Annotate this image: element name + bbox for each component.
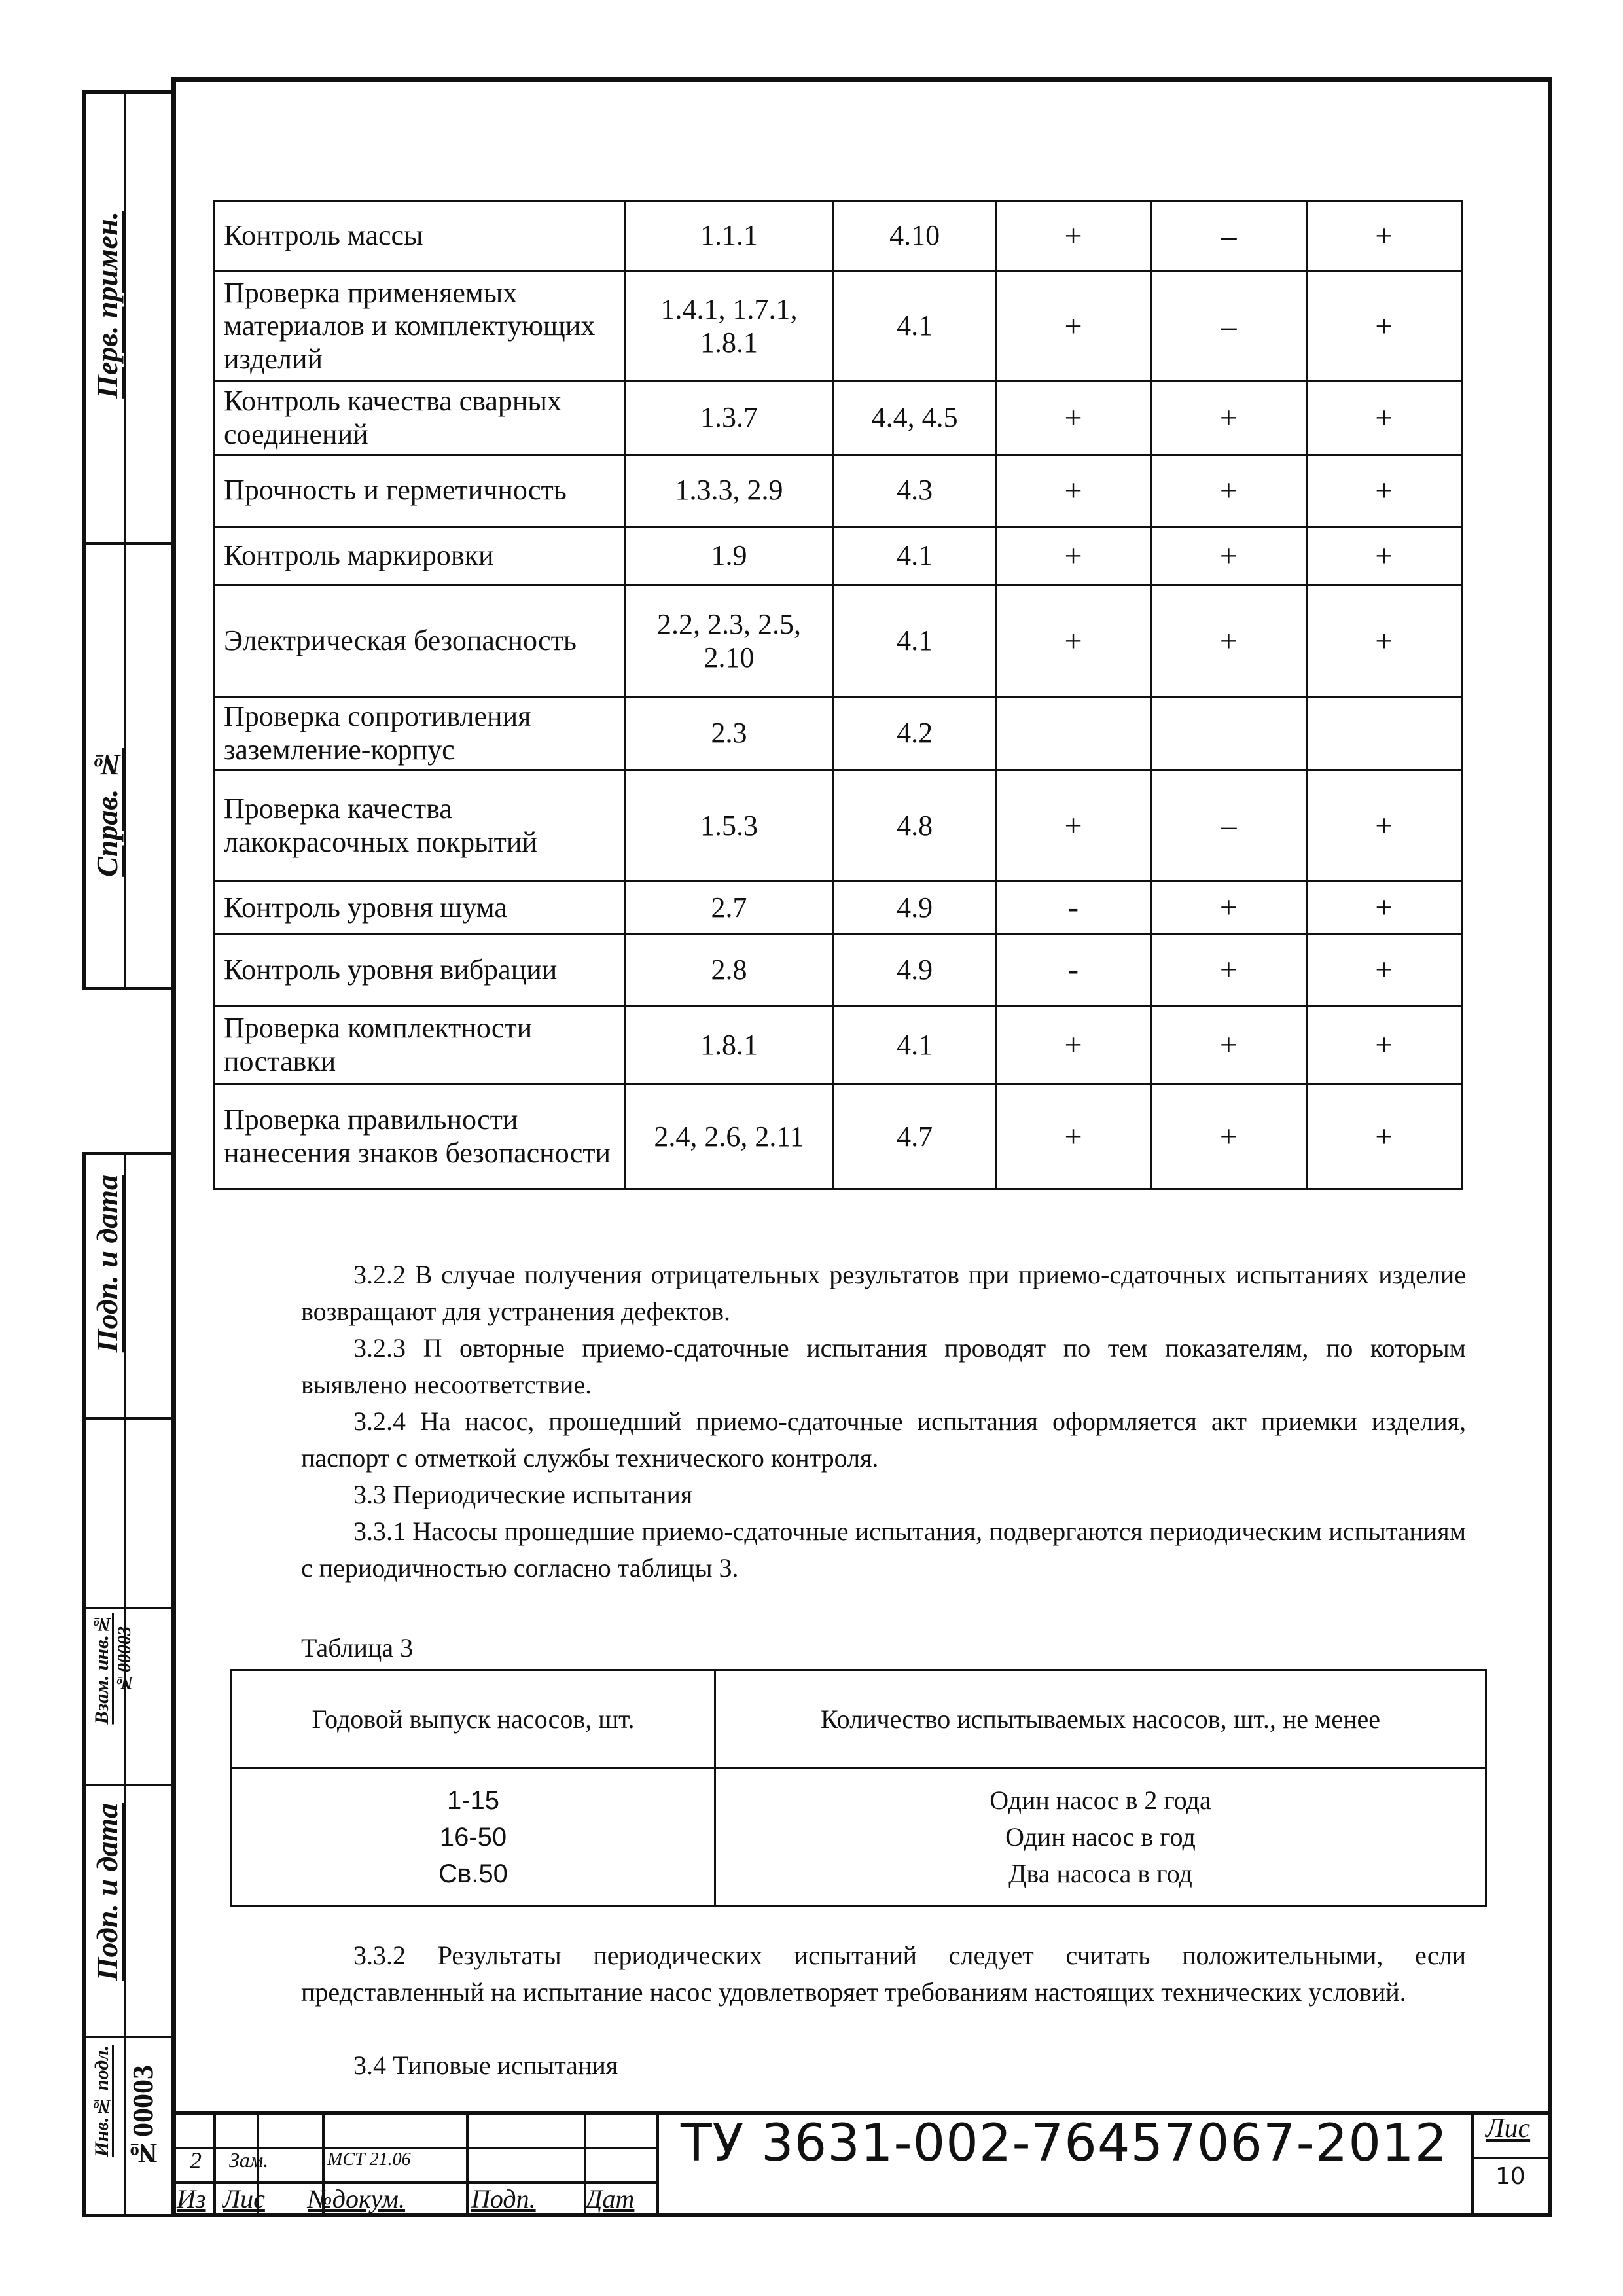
paragraph-3-2-4: 3.2.4 На насос, прошедший приемо-сдаточные испытания оформляется акт приемки изделия, паспорт с отметкой службы технического контроля. — [301, 1407, 1466, 1473]
table-row — [214, 1006, 1462, 1085]
row-mark-c: + — [1306, 527, 1461, 586]
row-mark-c: + — [1306, 201, 1461, 272]
row-ref: 1.8.1 — [624, 1006, 834, 1085]
row-mark-a: + — [995, 1085, 1150, 1189]
row-mark-a: + — [995, 527, 1150, 586]
table-row — [214, 770, 1462, 882]
row-mark-c: + — [1306, 586, 1461, 697]
vzam-inv-label: Взам. инв.№ — [91, 1613, 113, 1725]
row-ref: 2.4, 2.6, 2.11 — [624, 1085, 834, 1189]
paragraph-3-3-2: 3.3.2 Результаты периодических испытаний следует считать положительными, если представленный на испытание насос удовлетворяет требованиям настоящих технических условий. — [301, 1941, 1466, 2007]
document-number: ТУ 3631-002-76457067-2012 — [681, 2114, 1448, 2173]
t3-header-left: Годовой выпуск насосов, шт. — [232, 1670, 715, 1768]
side-strip-bottom — [82, 1152, 174, 2217]
inv-podl-label: Инв.№ подл. — [91, 2045, 113, 2157]
row-mark-b: – — [1151, 770, 1306, 882]
row-mark-b: – — [1151, 272, 1306, 382]
row-mark-c: + — [1306, 770, 1461, 882]
row-ref: 2.3 — [624, 697, 834, 770]
table-row — [214, 882, 1462, 934]
row-label: Контроль уровня вибрации — [214, 934, 625, 1006]
row-mark-c: + — [1306, 882, 1461, 934]
row-label: Проверка качества лакокрасочных покрытий — [214, 770, 625, 882]
row-label: Контроль маркировки — [214, 527, 625, 586]
row-section: 4.7 — [834, 1085, 996, 1189]
table-row — [214, 586, 1462, 697]
row-mark-b: + — [1151, 527, 1306, 586]
row-mark-a: + — [995, 455, 1150, 527]
row-mark-c — [1306, 697, 1461, 770]
table-row — [214, 272, 1462, 382]
row-ref: 1.5.3 — [624, 770, 834, 882]
stamp-doc: МСТ 21.06 — [327, 2149, 411, 2170]
row-label: Контроль массы — [214, 201, 625, 272]
stamp-list-label: Лис — [1486, 2113, 1531, 2144]
stamp-h-lis: Лис — [223, 2184, 265, 2214]
podp-data-label-1: Подп. и дата — [90, 1175, 124, 1353]
table-row — [214, 697, 1462, 770]
table-row — [214, 382, 1462, 455]
row-mark-b: + — [1151, 1085, 1306, 1189]
row-section: 4.9 — [834, 934, 996, 1006]
row-label: Контроль уровня шума — [214, 882, 625, 934]
row-section: 4.10 — [834, 201, 996, 272]
row-ref: 1.1.1 — [624, 201, 834, 272]
row-mark-b: + — [1151, 455, 1306, 527]
table-row — [214, 455, 1462, 527]
row-mark-c: + — [1306, 455, 1461, 527]
podp-data-label-2: Подп. и дата — [90, 1803, 124, 1981]
row-section: 4.4, 4.5 — [834, 382, 996, 455]
row-mark-b: + — [1151, 382, 1306, 455]
row-mark-b: – — [1151, 201, 1306, 272]
row-ref: 1.4.1, 1.7.1, 1.8.1 — [624, 272, 834, 382]
row-ref: 1.3.3, 2.9 — [624, 455, 834, 527]
table3-caption: Таблица 3 — [301, 1633, 414, 1662]
stamp-h-podp: Подп. — [471, 2184, 536, 2214]
row-section: 4.1 — [834, 272, 996, 382]
row-section: 4.9 — [834, 882, 996, 934]
table-3 — [230, 1669, 1487, 1907]
stamp-h-iz: Из — [177, 2184, 206, 2214]
row-label: Электрическая безопасность — [214, 586, 625, 697]
row-ref: 2.2, 2.3, 2.5, 2.10 — [624, 586, 834, 697]
row-section: 4.3 — [834, 455, 996, 527]
row-mark-a: + — [995, 382, 1150, 455]
row-label: Проверка применяемых материалов и комплектующих изделий — [214, 272, 625, 382]
stamp-zam: Зам. — [229, 2148, 269, 2172]
row-mark-b: + — [1151, 586, 1306, 697]
table-row — [214, 527, 1462, 586]
row-section: 4.2 — [834, 697, 996, 770]
row-mark-b: + — [1151, 1006, 1306, 1085]
t3-header-right: Количество испытываемых насосов, шт., не менее — [715, 1670, 1486, 1768]
row-section: 4.1 — [834, 527, 996, 586]
row-mark-a: + — [995, 201, 1150, 272]
row-mark-a: + — [995, 770, 1150, 882]
row-label: Прочность и герметичность — [214, 455, 625, 527]
row-section: 4.1 — [834, 586, 996, 697]
table-row — [214, 934, 1462, 1006]
row-mark-a: + — [995, 586, 1150, 697]
row-section: 4.1 — [834, 1006, 996, 1085]
row-mark-c: + — [1306, 272, 1461, 382]
vzam-inv-value: №00003 — [115, 1626, 135, 1693]
row-ref: 1.3.7 — [624, 382, 834, 455]
stamp-list-number: 10 — [1495, 2163, 1525, 2190]
paragraph-3-2-3: 3.2.3 П овторные приемо-сдаточные испытания проводят по тем показателям, по которым выявлено несоответствие. — [301, 1333, 1466, 1399]
perv-primen-label: Перв. примен. — [90, 211, 124, 399]
row-mark-c: + — [1306, 1085, 1461, 1189]
table-row — [214, 201, 1462, 272]
row-mark-a: - — [995, 934, 1150, 1006]
row-label: Проверка сопротивления заземление-корпус — [214, 697, 625, 770]
row-mark-c: + — [1306, 382, 1461, 455]
tests-table — [213, 200, 1463, 1190]
row-mark-b: + — [1151, 934, 1306, 1006]
row-mark-b — [1151, 697, 1306, 770]
row-ref: 1.9 — [624, 527, 834, 586]
row-mark-b: + — [1151, 882, 1306, 934]
row-ref: 2.8 — [624, 934, 834, 1006]
heading-3-3: 3.3 Периодические испытания — [353, 1480, 693, 1509]
stamp-h-doc: №докум. — [308, 2184, 405, 2214]
inv-podl-value: №00003 — [127, 2065, 159, 2169]
sprav-no-label: Справ. № — [90, 748, 124, 877]
stamp-izm: 2 — [190, 2147, 202, 2174]
t3-col-left: 1-15 16-50 Св.50 — [232, 1768, 715, 1906]
row-mark-c: + — [1306, 1006, 1461, 1085]
heading-3-4: 3.4 Типовые испытания — [353, 2051, 618, 2080]
stamp-h-dat: Дат — [586, 2184, 635, 2214]
row-label: Контроль качества сварных соединений — [214, 382, 625, 455]
paragraph-3-3-1: 3.3.1 Насосы прошедшие приемо-сдаточные испытания, подвергаются периодическим испытаниям с периодичностью согласно таблицы 3. — [301, 1516, 1466, 1583]
row-ref: 2.7 — [624, 882, 834, 934]
t3-col-right: Один насос в 2 года Один насос в год Два насоса в год — [715, 1768, 1486, 1906]
row-mark-a: - — [995, 882, 1150, 934]
row-section: 4.8 — [834, 770, 996, 882]
paragraph-3-2-2: 3.2.2 В случае получения отрицательных результатов при приемо-сдаточных испытаниях изделие возвращают для устранения дефектов. — [301, 1260, 1466, 1326]
row-label: Проверка комплектности поставки — [214, 1006, 625, 1085]
table-row — [214, 1085, 1462, 1189]
row-mark-a: + — [995, 272, 1150, 382]
row-mark-a: + — [995, 1006, 1150, 1085]
side-strip-top — [82, 90, 174, 990]
row-label: Проверка правильности нанесения знаков безопасности — [214, 1085, 625, 1189]
row-mark-a — [995, 697, 1150, 770]
row-mark-c: + — [1306, 934, 1461, 1006]
